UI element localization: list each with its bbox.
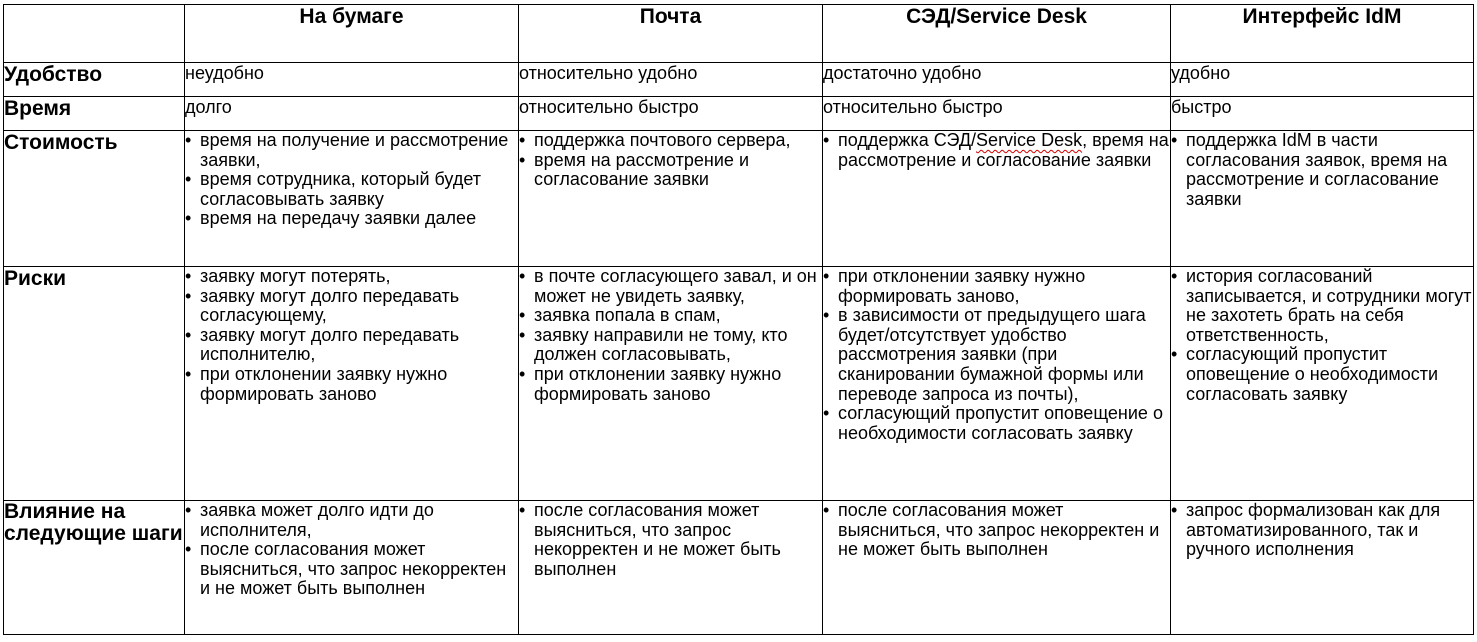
- list-item: • запрос формализован как для автоматизированного, так и ручного исполнения: [1171, 501, 1473, 560]
- cell-impact-edms: [823, 501, 1171, 635]
- list-item: • история согласований записывается, и сотрудники могут не захотеть брать на себя ответственность,: [1171, 267, 1473, 345]
- bullet-list: [185, 131, 518, 229]
- header-idm-interface: Интерфейс IdM: [1171, 5, 1474, 63]
- cell-convenience-paper: неудобно: [185, 63, 519, 97]
- bullet-list: [823, 267, 1170, 443]
- list-item: • заявку могут потерять,: [185, 267, 518, 287]
- row-label-convenience: Удобство: [4, 63, 185, 97]
- list-item: • после согласования может выясниться, что запрос некорректен и не может быть выполнен: [185, 540, 518, 599]
- list-item: • при отклонении заявку нужно формировать заново,: [823, 267, 1170, 306]
- bullet-list: [519, 267, 822, 404]
- list-item: • заявку направили не тому, кто должен согласовывать,: [519, 326, 822, 365]
- list-item: • время сотрудника, который будет согласовывать заявку: [185, 170, 518, 209]
- list-item: • время на передачу заявки далее: [185, 209, 518, 229]
- header-paper: На бумаге: [185, 5, 519, 63]
- list-item: • заявка может долго идти до исполнителя,: [185, 501, 518, 540]
- bullet-list: [823, 501, 1170, 560]
- cell-time-idm: быстро: [1171, 97, 1474, 131]
- bullet-list: [1171, 501, 1473, 560]
- row-label-risks: Риски: [4, 267, 185, 501]
- list-item: • согласующий пропустит оповещение о необходимости согласовать заявку: [1171, 345, 1473, 404]
- list-item: • после согласования может выясниться, что запрос некорректен и не может быть выполнен: [823, 501, 1170, 560]
- cell-risks-idm: [1171, 267, 1474, 501]
- cell-impact-paper: [185, 501, 519, 635]
- list-item: • поддержка почтового сервера,: [519, 131, 822, 151]
- list-item: • согласующий пропустит оповещение о необходимости согласовать заявку: [823, 404, 1170, 443]
- cell-risks-mail: [519, 267, 823, 501]
- list-item: • время на рассмотрение и согласование заявки: [519, 151, 822, 190]
- cell-convenience-edms: достаточно удобно: [823, 63, 1171, 97]
- cell-cost-edms: [823, 131, 1171, 267]
- list-item: • заявку могут долго передавать исполнителю,: [185, 326, 518, 365]
- row-label-impact: Влияние на следующие шаги: [4, 501, 185, 635]
- cell-time-paper: долго: [185, 97, 519, 131]
- cell-impact-idm: [1171, 501, 1474, 635]
- header-corner: [4, 5, 185, 63]
- bullet-list: [185, 267, 518, 404]
- row-impact: [4, 501, 1474, 635]
- cell-risks-paper: [185, 267, 519, 501]
- cell-convenience-mail: относительно удобно: [519, 63, 823, 97]
- bullet-list: [1171, 267, 1473, 404]
- list-item: • заявка попала в спам,: [519, 306, 822, 326]
- cell-convenience-idm: удобно: [1171, 63, 1474, 97]
- row-time: [4, 97, 1474, 131]
- list-item: • в зависимости от предыдущего шага будет/отсутствует удобство рассмотрения заявки (при сканировании бумажной формы или переводе запроса из почты),: [823, 306, 1170, 404]
- bullet-list: [519, 501, 822, 579]
- cell-cost-idm: [1171, 131, 1474, 267]
- list-item: • поддержка IdM в части согласования заявок, время на рассмотрение и согласование заявки: [1171, 131, 1473, 209]
- cell-time-edms: относительно быстро: [823, 97, 1171, 131]
- row-cost: [4, 131, 1474, 267]
- list-item: • поддержка СЭД/Service Desk, время на рассмотрение и согласование заявки: [823, 131, 1170, 170]
- list-item: • время на получение и рассмотрение заявки,: [185, 131, 518, 170]
- bullet-list: [519, 131, 822, 190]
- bullet-list: [823, 131, 1170, 170]
- cell-cost-paper: [185, 131, 519, 267]
- list-item: • при отклонении заявку нужно формировать заново: [519, 365, 822, 404]
- row-convenience: [4, 63, 1474, 97]
- comparison-table: [3, 4, 1474, 635]
- header-mail: Почта: [519, 5, 823, 63]
- header-edms-service-desk: СЭД/Service Desk: [823, 5, 1171, 63]
- cell-cost-mail: [519, 131, 823, 267]
- cell-risks-edms: [823, 267, 1171, 501]
- list-item: • после согласования может выясниться, что запрос некорректен и не может быть выполнен: [519, 501, 822, 579]
- bullet-list: [185, 501, 518, 599]
- list-item: • в почте согласующего завал, и он может не увидеть заявку,: [519, 267, 822, 306]
- bullet-list: [1171, 131, 1473, 209]
- row-label-cost: Стоимость: [4, 131, 185, 267]
- cell-time-mail: относительно быстро: [519, 97, 823, 131]
- row-risks: [4, 267, 1474, 501]
- list-item: • заявку могут долго передавать согласующему,: [185, 287, 518, 326]
- row-label-time: Время: [4, 97, 185, 131]
- list-item: • при отклонении заявку нужно формировать заново: [185, 365, 518, 404]
- cell-impact-mail: [519, 501, 823, 635]
- header-row: [4, 5, 1474, 63]
